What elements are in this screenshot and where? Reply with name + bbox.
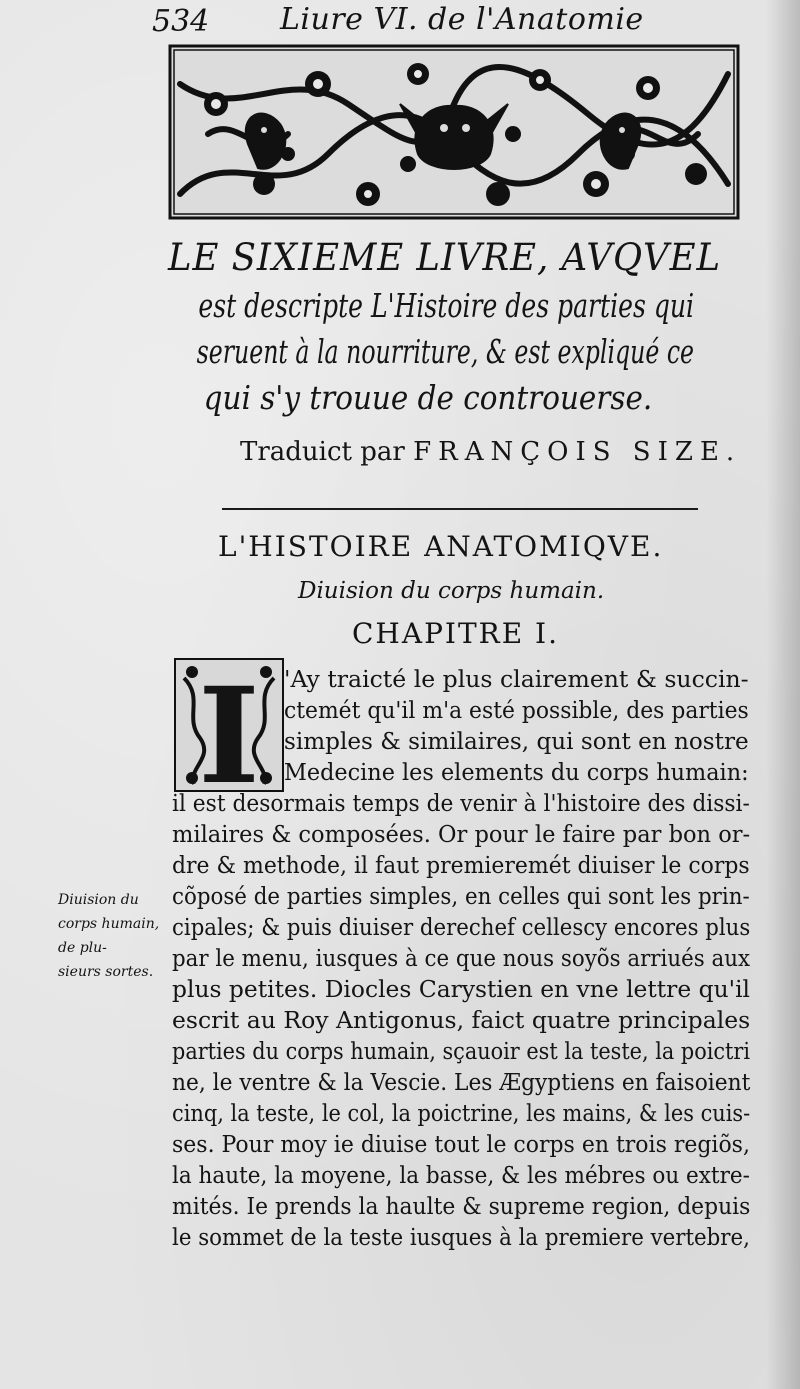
body-line: le sommet de la teste iusques à la premiere vertebre, xyxy=(172,1223,750,1251)
translator-credit xyxy=(240,437,741,467)
body-line: ctemét qu'il m'a esté possible, des parties xyxy=(284,696,749,724)
body-line: plus petites. Diocles Carystien en vne lettre qu'il xyxy=(172,975,751,1003)
body-line: ne, le ventre & la Vescie. Les Ægyptiens en faisoient xyxy=(172,1068,751,1096)
body-line: il est desormais temps de venir à l'histoire des dissi- xyxy=(172,789,750,817)
body-line: milaires & composées. Or pour le faire par bon or- xyxy=(172,820,751,848)
initial-letter: I xyxy=(198,659,260,792)
book-title-line: qui s'y trouue de controuerse. xyxy=(203,378,653,417)
body-line: la haute, la moyene, la basse, & les mébres ou extre- xyxy=(172,1161,750,1189)
body-line: par le menu, iusques à ce que nous soyõs arriués aux xyxy=(172,944,751,972)
translator-name: FRANÇOIS SIZE. xyxy=(413,437,742,467)
section-heading: L'HISTOIRE ANATOMIQVE. xyxy=(218,530,664,563)
horizontal-rule xyxy=(222,508,698,510)
body-line: dre & methode, il faut premieremét diuiser le corps xyxy=(172,851,750,879)
body-line: cõposé de parties simples, en celles qui sont les prin- xyxy=(172,882,750,910)
body-line: escrit au Roy Antigonus, faict quatre principales xyxy=(172,1006,751,1034)
body-line: cipales; & puis diuiser derechef cellescy encores plus xyxy=(172,913,751,941)
body-line: Medecine les elements du corps humain: xyxy=(284,758,749,786)
margin-note xyxy=(58,888,178,984)
margin-note-line: corps humain, xyxy=(58,916,160,932)
margin-note-line: de plu- xyxy=(58,940,107,956)
body-line: 'Ay traicté le plus clairement & succin- xyxy=(284,665,749,693)
body-line: simples & similaires, qui sont en nostre xyxy=(284,727,749,755)
body-line: parties du corps humain, sçauoir est la teste, la poictri xyxy=(172,1037,750,1065)
book-title-line: seruent à la nourriture, & est expliqué ce xyxy=(196,332,695,371)
page-number: 534 xyxy=(152,4,210,39)
margin-note-line: sieurs sortes. xyxy=(58,964,154,980)
book-title-line: est descripte L'Histoire des parties qui xyxy=(198,286,695,325)
decorated-initial xyxy=(174,658,284,792)
book-title-block xyxy=(168,236,758,417)
translator-prefix: Traduict par xyxy=(240,437,405,467)
running-head xyxy=(150,2,670,46)
margin-note-line: Diuision du xyxy=(58,892,139,908)
chapter-title: CHAPITRE I. xyxy=(352,617,560,650)
body-line: ses. Pour moy ie diuise tout le corps en trois regiõs, xyxy=(172,1130,750,1158)
running-title: Liure VI. de l'Anatomie xyxy=(280,2,644,37)
gutter-shadow xyxy=(766,0,800,1389)
woodcut-ornament xyxy=(168,44,740,220)
book-title-line: LE SIXIEME LIVRE, AVQVEL xyxy=(168,236,722,279)
division-title: Diuision du corps humain. xyxy=(298,578,605,604)
body-line: mités. Ie prends la haulte & supreme region, depuis xyxy=(172,1192,751,1220)
body-line: cinq, la teste, le col, la poictrine, les mains, & les cuis- xyxy=(172,1099,751,1127)
